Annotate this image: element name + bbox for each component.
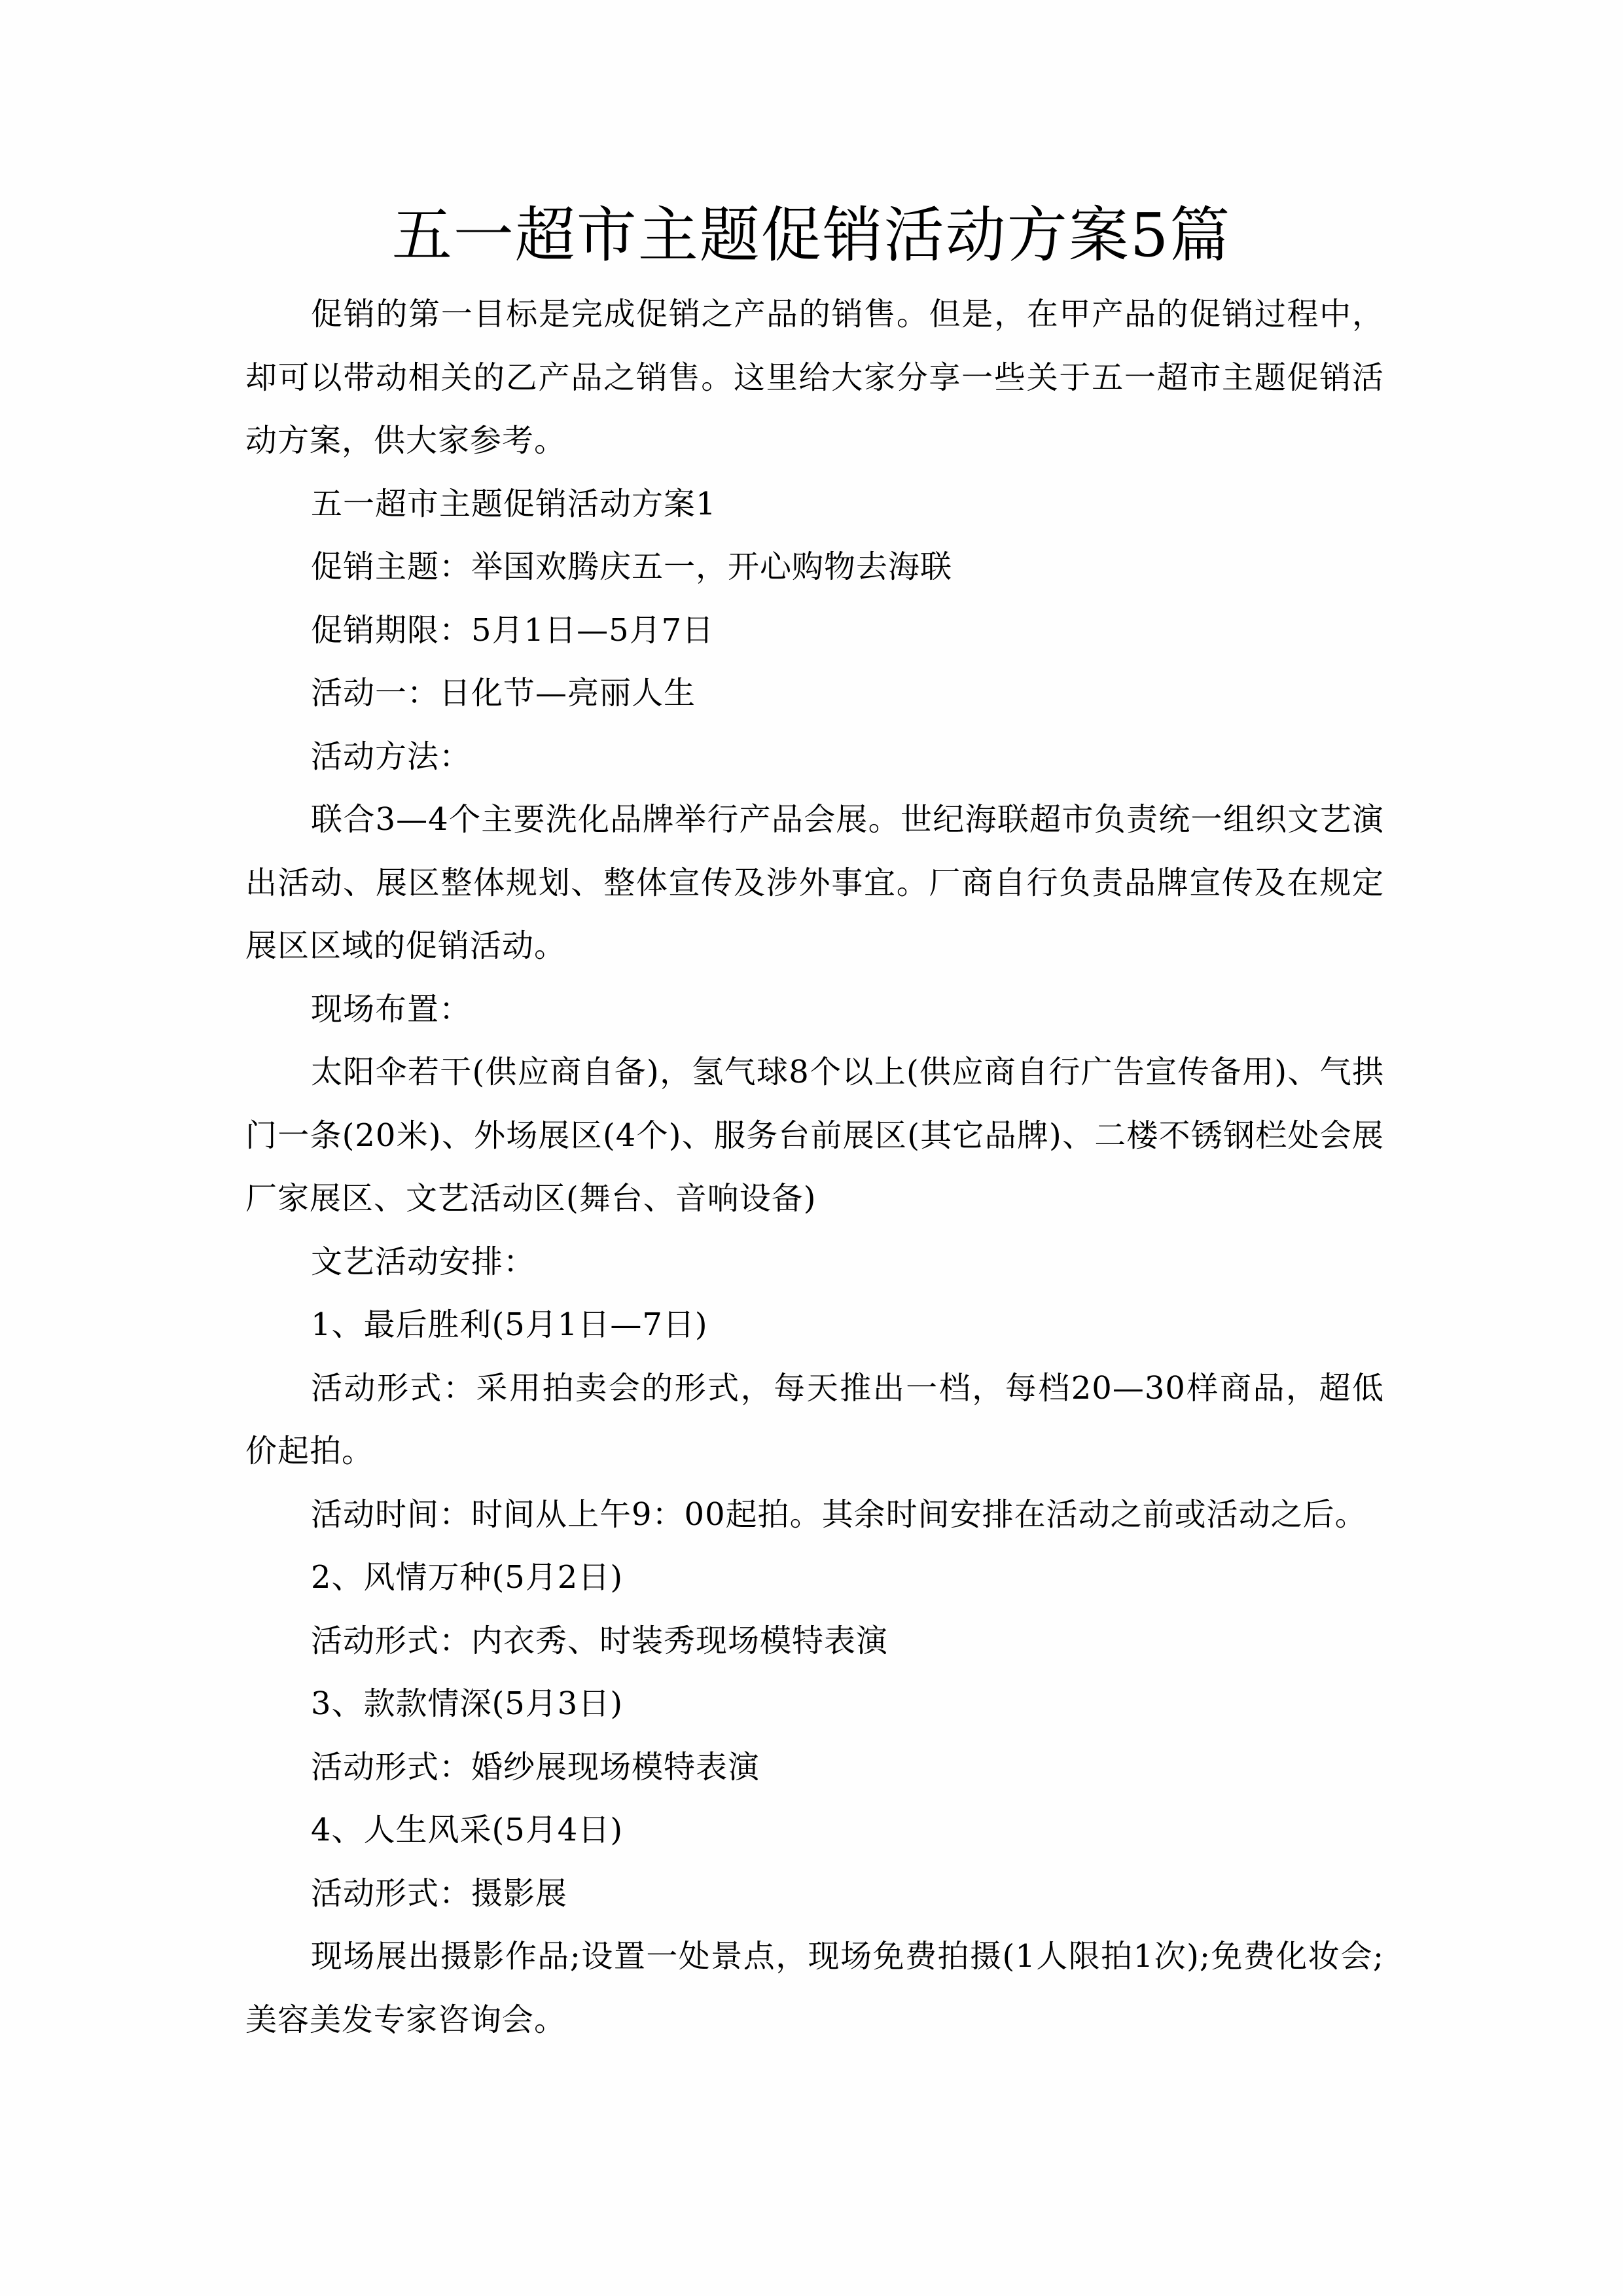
promotion-theme: 促销主题：举国欢腾庆五一，开心购物去海联	[311, 548, 953, 585]
schedule-item-4-format: 活动形式：摄影展	[311, 1874, 568, 1912]
activity-method-paragraph: 联合3—4个主要洗化品牌举行产品会展。世纪海联超市负责统一组织文艺演出活动、展区整体规划、整体宣传及涉外事宜。厂商自行负责品牌宣传及在规定展区区域的促销活动。	[245, 801, 1384, 964]
intro-paragraph: 促销的第一目标是完成促销之产品的销售。但是，在甲产品的促销过程中，却可以带动相关的乙产品之销售。这里给大家分享一些关于五一超市主题促销活动方案，供大家参考。	[245, 296, 1384, 459]
schedule-item-2: 2、风情万种(5月2日)	[311, 1559, 624, 1596]
site-layout-label: 现场布置：	[311, 990, 472, 1028]
schedule-item-4-details: 现场展出摄影作品;设置一处景点，现场免费拍摄(1人限拍1次);免费化妆会;美容美发专家咨询会。	[245, 1938, 1384, 2038]
site-layout-paragraph: 太阳伞若干(供应商自备)，氢气球8个以上(供应商自行广告宣传备用)、气拱门一条(20米)、外场展区(4个)、服务台前展区(其它品牌)、二楼不锈钢栏处会展厂家展区、文艺活动区(舞台、音响设备)	[245, 1054, 1384, 1217]
schedule-item-4: 4、人生风采(5月4日)	[311, 1812, 624, 1848]
schedule-item-1-format: 活动形式：采用拍卖会的形式，每天推出一档，每档20—30样商品，超低价起拍。	[245, 1369, 1384, 1469]
schedule-item-3: 3、款款情深(5月3日)	[311, 1685, 624, 1722]
activity-one-heading: 活动一：日化节—亮丽人生	[311, 675, 696, 711]
schedule-item-2-format: 活动形式：内衣秀、时装秀现场模特表演	[311, 1622, 889, 1659]
document-body	[245, 283, 1384, 2051]
schedule-item-1-time: 活动时间：时间从上午9：00起拍。其余时间安排在活动之前或活动之后。	[311, 1496, 1367, 1533]
schedule-item-3-format: 活动形式：婚纱展现场模特表演	[311, 1748, 760, 1785]
document-title: 五一超市主题促销活动方案5篇	[391, 200, 1232, 270]
promotion-period: 促销期限：5月1日—5月7日	[311, 611, 715, 649]
activity-method-label: 活动方法：	[311, 738, 472, 775]
arts-schedule-label: 文艺活动安排：	[311, 1243, 536, 1280]
section-heading-plan-1: 五一超市主题促销活动方案1	[311, 485, 717, 522]
schedule-item-1: 1、最后胜利(5月1日—7日)	[311, 1306, 708, 1343]
